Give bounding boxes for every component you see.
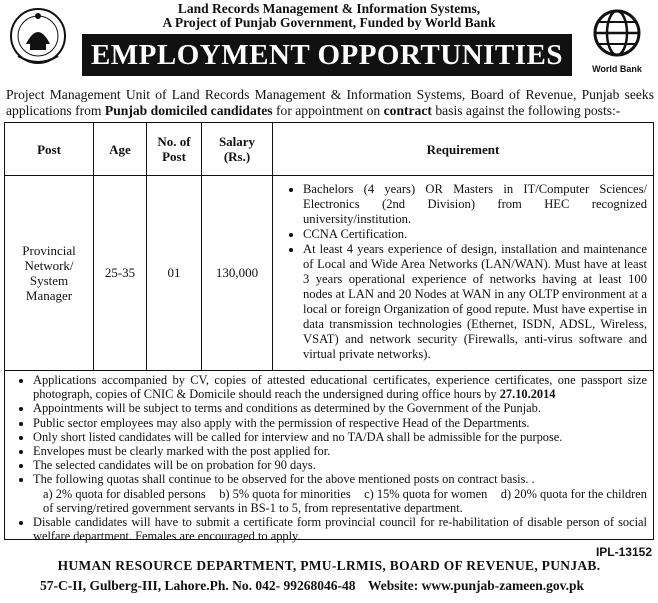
table-row [5,176,654,371]
footer-address: 57-C-II, Gulberg-III, Lahore.Ph. No. 042- 99268046-48 [40,578,356,593]
requirement-cell [273,176,654,371]
header-age: Age [94,123,147,176]
requirement-list [275,182,647,362]
quota-list [33,487,647,501]
intro-text-2: for appointment on [272,103,384,118]
condition-1-text: Applications accompanied by CV, copies of attested educational certificates, experience certificates, one passport size photograph, copies of CNIC & Domicile should reach the undersigned during office hours by [33,373,647,402]
condition-item: • The selected candidates will be on probation for 90 days. [33,458,647,472]
world-bank-label: World Bank [592,64,642,74]
posts-table [4,122,654,371]
condition-item [33,373,647,401]
header-no-of-post [147,123,202,176]
header-no-line2: Post [162,149,186,164]
age-cell: 25-35 [94,176,147,371]
intro-paragraph [6,87,654,119]
header-salary-line2: (Rs.) [223,149,251,164]
conditions-list [5,370,653,543]
header-salary [202,123,273,176]
header-salary-line1: Salary [218,134,256,149]
post-line-3: System [29,273,69,288]
footer-department: HUMAN RESOURCE DEPARTMENT, PMU-LRMIS, BOARD OF REVENUE, PUNJAB. [57,558,601,573]
post-line-1: Provincial [22,243,76,258]
header-no-line1: No. of [157,134,191,149]
intro-bold-contract: contract [383,103,432,118]
salary-cell: 130,000 [202,176,273,371]
intro-text-1: Project Management Unit of Land Records Management & Information Systems, Board of Revenue, Punjab seeks applications from [6,87,654,118]
post-line-4: Manager [25,288,73,303]
project-title-line-2: A Project of Punjab Government, Funded by World Bank [162,15,496,30]
requirement-item: • At least 4 years experience of design, installation and maintenance of Local and Wide Area Networks (LAN/WAN). Must have at least 3 years operational experience of networks having at least 100 nodes at LAN and 20 Nodes at WAN in any OLTP environment at a local or foreign Organization of good repute. Must have expertise in data transmission technologies (Ethernet, ISDN, ADSL, Wireless, VSAT) and network security (Firewalls, anti-virus software and virtual private networks). [303,242,647,362]
quota-continuation: of serving/retired government servants in BS-1 to 5, from representative department. [43,500,463,515]
globe-icon [592,8,642,58]
page-title: EMPLOYMENT OPPORTUNITIES [82,34,572,76]
post-line-2: Network/ [24,258,74,273]
condition-item: • Public sector employees may also apply with the permission of respective Head of the Departments. [33,416,647,430]
table-header-row [5,123,654,176]
condition-item: • Only short listed candidates will be called for interview and no TA/DA shall be admissible for the purpose. [33,430,647,444]
condition-item: • Disable candidates will have to submit a certificate form provincial council for re-habilitation of disable person of social welfare department. Females are encouraged to apply. [33,515,647,543]
quota-c: c) 15% quota for women [364,486,488,501]
footer-website: Website: www.punjab-zameen.gov.pk [368,578,585,593]
condition-7-text: The following quotas shall continue to be observed for the above mentioned posts on contract basis. . [33,472,535,487]
quota-d: d) 20% quota for the children [500,486,647,501]
condition-item: • Envelopes must be clearly marked with the post applied for. [33,444,647,458]
intro-text-3: basis against the following posts:- [431,103,621,118]
project-title-line-1: Land Records Management & Information Systems, [177,1,481,16]
requirement-item: • Bachelors (4 years) OR Masters in IT/Computer Sciences/ Electronics (2nd Division) from HEC recognized university/institution. [303,182,647,227]
post-cell [5,176,94,371]
header [0,0,658,86]
condition-item: • Appointments will be subject to terms and conditions as determined by the Government of the Punjab. [33,401,647,415]
header-post: Post [5,123,94,176]
intro-bold-domicile: Punjab domiciled candidates [104,103,273,118]
reference-code: IPL-13152 [595,545,652,559]
condition-item [33,472,647,515]
conditions-box [4,370,654,544]
quota-b: b) 5% quota for minorities [219,486,351,501]
deadline-date: 27.10.2014 [499,387,556,402]
world-bank-logo [586,8,648,76]
requirement-item: • CCNA Certification. [303,227,647,242]
no-of-post-cell: 01 [147,176,202,371]
header-requirement: Requirement [273,123,654,176]
quota-a: a) 2% quota for disabled persons [43,486,206,501]
